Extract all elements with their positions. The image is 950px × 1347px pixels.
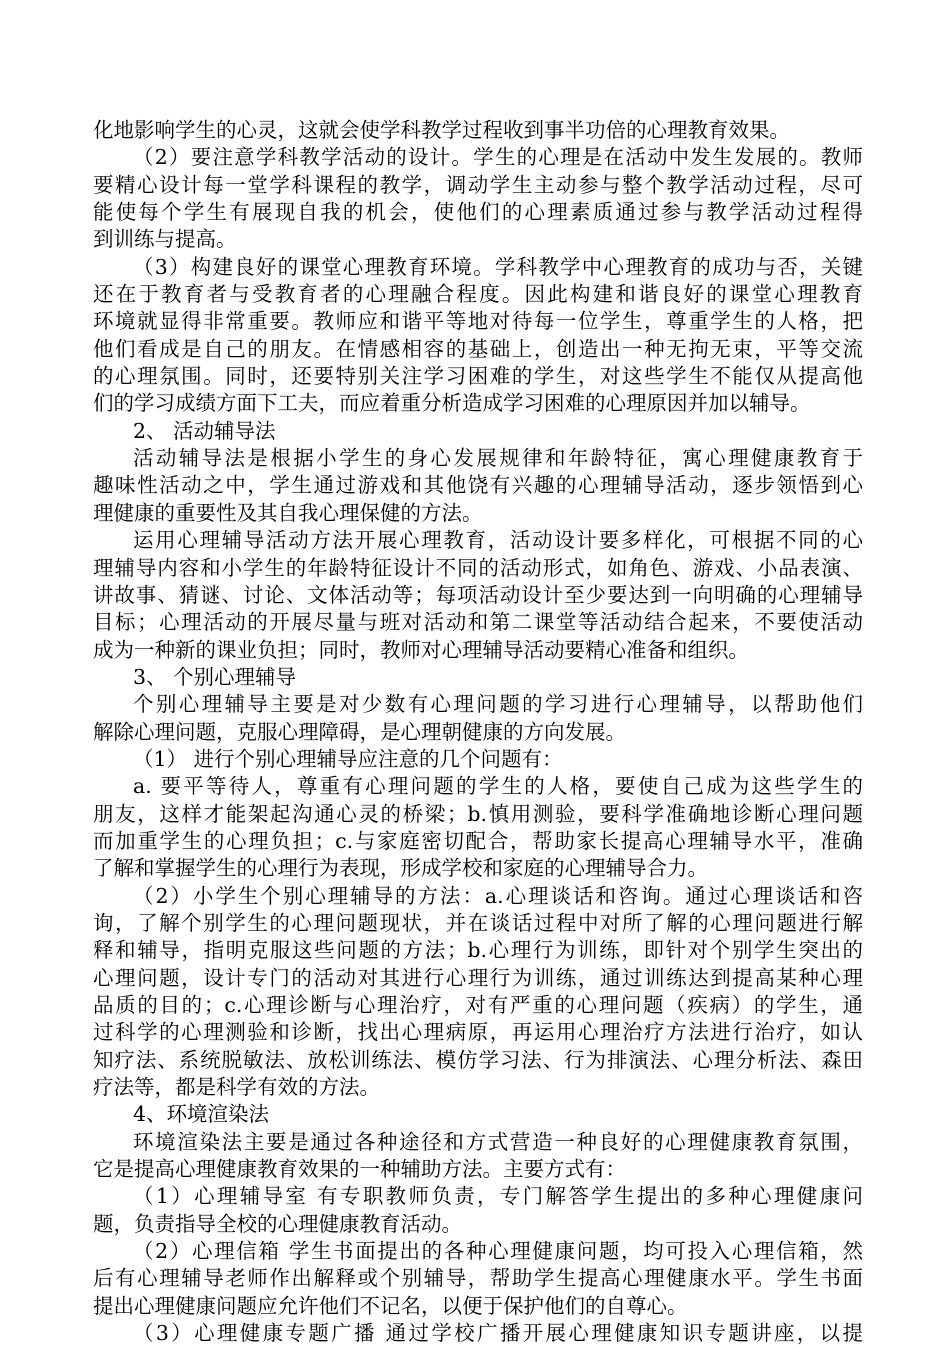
text-line: 目标；心理活动的开展尽量与班对活动和第二课堂等活动结合起来，不要使活动 <box>93 610 863 635</box>
text-line: 能使每个学生有展现自我的机会，使他们的心理素质通过参与教学活动过程得 <box>93 200 863 225</box>
text-line: 2、 活动辅导法 <box>133 418 276 443</box>
text-line: 疗法等，都是科学有效的方法。 <box>93 1075 380 1100</box>
text-line: 了解和掌握学生的心理行为表现，形成学校和家庭的心理辅导合力。 <box>93 856 708 881</box>
text-line: 化地影响学生的心灵，这就会使学科教学过程收到事半功倍的心理教育效果。 <box>93 118 790 142</box>
text-line: 解除心理问题，克服心理障碍，是心理朝健康的方向发展。 <box>93 719 626 744</box>
text-line: （1） 进行个别心理辅导应注意的几个问题有： <box>133 746 563 771</box>
text-line: 它是提高心理健康教育效果的一种辅助方法。主要方式有： <box>93 1157 626 1182</box>
document-body <box>93 117 863 1347</box>
text-line: 理辅导内容和小学生的年龄特征设计不同的活动形式，如角色、游戏、小品表演、 <box>93 555 863 580</box>
text-line: 的心理氛围。同时，还要特别关注学习困难的学生，对这些学生不能仅从提高他 <box>93 364 863 389</box>
text-line: 4、环境渲染法 <box>133 1102 270 1127</box>
text-line: 活动辅导法是根据小学生的身心发展规律和年龄特征，寓心理健康教育于 <box>133 446 863 471</box>
text-line: 心理问题，设计专门的活动对其进行心理行为训练，通过训练达到提高某种心理 <box>93 965 863 990</box>
text-line: 成为一种新的课业负担；同时，教师对心理辅导活动要精心准备和组织。 <box>93 637 749 662</box>
text-line: 还在于教育者与受教育者的心理融合程度。因此构建和谐良好的课堂心理教育 <box>93 282 863 307</box>
text-line: 趣味性活动之中，学生通过游戏和其他饶有兴趣的心理辅导活动，逐步领悟到心 <box>93 473 863 498</box>
text-line: 题，负责指导全校的心理健康教育活动。 <box>93 1211 462 1236</box>
text-line: 环境就显得非常重要。教师应和谐平等地对待每一位学生，尊重学生的人格，把 <box>93 309 863 334</box>
text-line: 3、 个别心理辅导 <box>133 664 297 689</box>
text-line: 而加重学生的心理负担；c.与家庭密切配合，帮助家长提高心理辅导水平，准确 <box>93 828 863 853</box>
text-line: （2）要注意学科教学活动的设计。学生的心理是在活动中发生发展的。教师 <box>133 145 863 170</box>
text-line: 后有心理辅导老师作出解释或个别辅导，帮助学生提高心理健康水平。学生书面 <box>93 1266 863 1291</box>
text-line: 到训练与提高。 <box>93 227 237 252</box>
text-line: 知疗法、系统脱敏法、放松训练法、模仿学习法、行为排演法、心理分析法、森田 <box>93 1047 863 1072</box>
text-line: 询，了解个别学生的心理问题现状，并在谈话过程中对所了解的心理问题进行解 <box>93 910 863 935</box>
text-line: （3）构建良好的课堂心理教育环境。学科教学中心理教育的成功与否，关键 <box>133 254 863 279</box>
text-line: a. 要平等待人，尊重有心理问题的学生的人格，要使自己成为这些学生的 <box>133 774 863 799</box>
text-line: （2）心理信箱 学生书面提出的各种心理健康问题，均可投入心理信箱，然 <box>133 1239 863 1264</box>
text-line: 朋友，这样才能架起沟通心灵的桥梁；b.慎用测验，要科学准确地诊断心理问题 <box>93 801 863 826</box>
text-line: 讲故事、猜谜、讨论、文体活动等；每项活动设计至少要达到一向明确的心理辅导 <box>93 582 863 607</box>
text-line: 运用心理辅导活动方法开展心理教育，活动设计要多样化，可根据不同的心 <box>133 528 863 553</box>
text-line: 过科学的心理测验和诊断，找出心理病原，再运用心理治疗方法进行治疗，如认 <box>93 1020 863 1045</box>
text-line: 品质的目的；c.心理诊断与心理治疗，对有严重的心理问题（疾病）的学生，通 <box>93 993 863 1017</box>
text-line: （3）心理健康专题广播 通过学校广播开展心理健康知识专题讲座，以提 <box>133 1321 863 1346</box>
text-line: 要精心设计每一堂学科课程的教学，调动学生主动参与整个教学活动过程，尽可 <box>93 172 863 197</box>
text-line: 个别心理辅导主要是对少数有心理问题的学习进行心理辅导，以帮助他们 <box>133 692 863 717</box>
text-line: （1）心理辅导室 有专职教师负责，专门解答学生提出的多种心理健康问 <box>133 1184 863 1209</box>
text-line: 提出心理健康问题应允许他们不记名，以便于保护他们的自尊心。 <box>93 1293 688 1318</box>
text-line: 环境渲染法主要是通过各种途径和方式营造一种良好的心理健康教育氛围， <box>133 1129 863 1154</box>
text-line: 理健康的重要性及其自我心理保健的方法。 <box>93 500 483 525</box>
text-line: （2）小学生个别心理辅导的方法：a.心理谈话和咨询。通过心理谈话和咨 <box>133 883 863 908</box>
text-line: 释和辅导，指明克服这些问题的方法；b.心理行为训练，即针对个别学生突出的 <box>93 938 863 963</box>
text-line: 们的学习成绩方面下工夫，而应着重分析造成学习困难的心理原因并加以辅导。 <box>93 391 811 416</box>
text-line: 他们看成是自己的朋友。在情感相容的基础上，创造出一种无拘无束，平等交流 <box>93 336 863 361</box>
